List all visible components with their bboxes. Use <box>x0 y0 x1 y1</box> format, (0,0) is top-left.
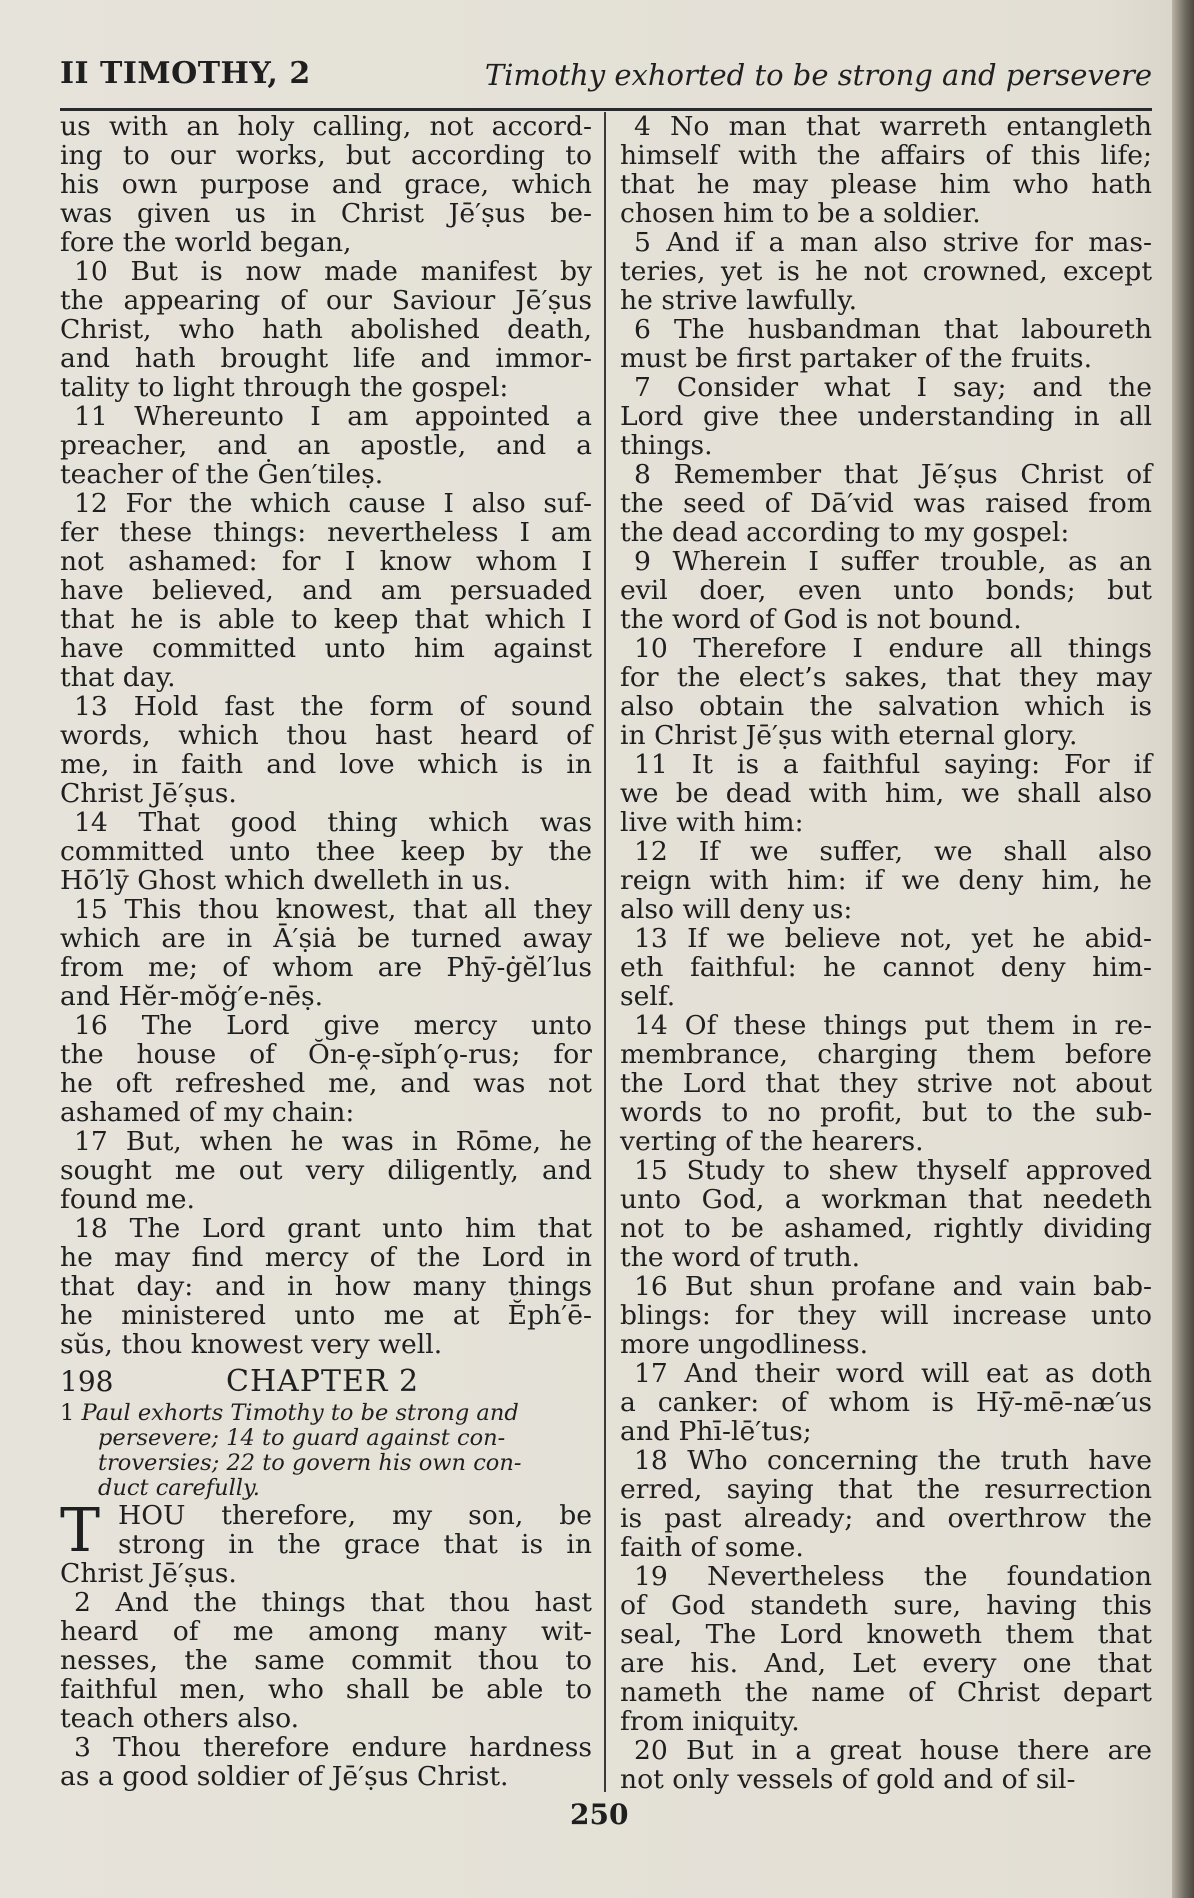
verse-line: us with an holy calling, not accord- <box>60 111 592 142</box>
verse-line: membrance, charging them before <box>620 1039 1152 1070</box>
verse-line: chosen him to be a soldier. <box>620 198 981 229</box>
verse-line: 4 No man that warreth entangleth <box>634 111 1152 142</box>
verse-line: was given us in Christ Jē′ṣus be- <box>60 198 592 229</box>
summary-line: 1 Paul exhorts Timothy to be strong and <box>60 1400 519 1426</box>
verse-line: found me. <box>60 1184 195 1215</box>
verse-line: 18 Who concerning the truth have <box>634 1445 1152 1476</box>
drop-cap: T <box>60 1496 101 1566</box>
verse-line: the appearing of our Saviour Jē′ṣus <box>60 285 592 316</box>
verse-line: 17 And their word will eat as doth <box>634 1358 1152 1389</box>
summary-line: troversies; 22 to govern his own con- <box>98 1450 522 1476</box>
verse-line: himself with the affairs of this life; <box>620 140 1152 171</box>
verse-line: erred, saying that the resurrection <box>620 1474 1152 1505</box>
page-topic-heading: Timothy exhorted to be strong and persevere <box>484 58 1152 92</box>
verse-line: as a good soldier of Jē′ṣus Christ. <box>60 1761 509 1792</box>
verse-line: 11 Whereunto I am appointed a <box>74 401 592 432</box>
verse-line: reign with him: if we deny him, he <box>620 865 1152 896</box>
book-chapter-title: II TIMOTHY, 2 <box>60 56 311 91</box>
left-column-verses-continued <box>60 1559 592 1791</box>
verse-line: Lord give thee understanding in all <box>620 401 1152 432</box>
verse-line: have committed unto him against <box>60 633 592 664</box>
verse-line: words, which thou hast heard of <box>60 720 592 751</box>
verse-line: heard of me among many wit- <box>60 1616 592 1647</box>
verse-line: 3 Thou therefore endure hardness <box>74 1732 592 1763</box>
verse-line: that he may please him who hath <box>620 169 1152 200</box>
verse-line: not to be ashamed, rightly dividing <box>620 1213 1152 1244</box>
verse-line: he ministered unto me at Ĕph′ē- <box>60 1300 592 1331</box>
verse-line: 19 Nevertheless the foundation <box>634 1561 1152 1592</box>
verse-line: sŭs, thou knowest very well. <box>60 1329 443 1360</box>
verse-line: is past already; and overthrow the <box>620 1503 1152 1534</box>
verse-line: faithful men, who shall be able to <box>60 1674 592 1705</box>
verse-line: ing to our works, but according to <box>60 140 592 171</box>
verse-line: 9 Wherein I suffer trouble, as an <box>634 546 1152 577</box>
verse-line: he strive lawfully. <box>620 285 858 316</box>
page-number: 250 <box>570 1798 629 1831</box>
chapter-summary <box>60 1401 592 1501</box>
verse-line: 10 Therefore I endure all things <box>634 633 1152 664</box>
verse-line: 12 If we suffer, we shall also <box>634 836 1152 867</box>
verse-line: live with him: <box>620 807 804 838</box>
verse-line: seal, The Lord knoweth them that <box>620 1619 1152 1650</box>
left-column <box>60 112 592 1791</box>
verse-line: 14 That good thing which was <box>74 807 592 838</box>
verse-line: Christ Jē′ṣus. <box>60 1558 237 1589</box>
verse-line: more ungodliness. <box>620 1329 869 1360</box>
verse-line: and Phī-lē′tus; <box>620 1416 812 1447</box>
verse-line: sought me out very diligently, and <box>60 1155 592 1186</box>
verse-line: 16 The Lord give mercy unto <box>74 1010 592 1041</box>
verse-line: the seed of Dā′vid was raised from <box>620 488 1152 519</box>
verse-line: the house of Ŏn-ḙ-sĭph′ǫ-rus; for <box>60 1039 592 1070</box>
verse-line: not ashamed: for I know whom I <box>60 546 592 577</box>
verse-line: we be dead with him, we shall also <box>620 778 1152 809</box>
verse-line: also obtain the salvation which is <box>620 691 1152 722</box>
page-edge-shadow <box>1172 0 1194 1898</box>
right-column-verses <box>620 112 1152 1794</box>
verse-line: 13 Hold fast the form of sound <box>74 691 592 722</box>
verse-line: 11 It is a faithful saying: For if <box>634 749 1152 780</box>
verse-line: 12 For the which cause I also suf- <box>74 488 592 519</box>
left-column-verses <box>60 112 592 1359</box>
verse-line: the word of God is not bound. <box>620 604 1022 635</box>
verse-line: 13 If we believe not, yet he abid- <box>634 923 1152 954</box>
verse-line: HOU therefore, my son, be <box>118 1500 592 1531</box>
verse-line: tality to light through the gospel: <box>60 372 509 403</box>
running-header <box>60 52 1152 111</box>
verse-line: teach others also. <box>60 1703 300 1734</box>
verse-line: that day. <box>60 662 176 693</box>
verse-line: 15 Study to shew thyself approved <box>634 1155 1152 1186</box>
verse-line: 18 The Lord grant unto him that <box>74 1213 592 1244</box>
chapter-number: 198 <box>60 1365 114 1398</box>
verse-line: teacher of the Ġen′tileṣ. <box>60 459 384 490</box>
verse-line: verting of the hearers. <box>620 1126 924 1157</box>
drop-cap-lines <box>60 1496 592 1566</box>
verse-line: ashamed of my chain: <box>60 1097 355 1128</box>
verse-line: words to no profit, but to the sub- <box>620 1097 1152 1128</box>
verse-line: a canker: of whom is Hȳ-mē-næ′us <box>620 1387 1152 1418</box>
summary-line: duct carefully. <box>98 1475 260 1501</box>
summary-line: persevere; 14 to guard against con- <box>98 1425 506 1451</box>
right-column <box>620 112 1152 1794</box>
verse-line: 5 And if a man also strive for mas- <box>634 227 1152 258</box>
verse-line: nameth the name of Christ depart <box>620 1677 1152 1708</box>
verse-line: strong in the grace that is in <box>118 1529 592 1560</box>
verse-line: that day: and in how many things <box>60 1271 592 1302</box>
verse-line: 8 Remember that Jē′ṣus Christ of <box>634 459 1152 490</box>
verse-line: committed unto thee keep by the <box>60 836 592 867</box>
verse-line: in Christ Jē′ṣus with eternal glory. <box>620 720 1078 751</box>
verse-line: 6 The husbandman that laboureth <box>634 314 1152 345</box>
verse-line: self. <box>620 981 676 1012</box>
verse-line: Christ Jē′ṣus. <box>60 778 237 809</box>
verse-line: from me; of whom are Phȳ-ġĕl′lus <box>60 952 592 983</box>
verse-line: are his. And, Let every one that <box>620 1648 1152 1679</box>
verse-line: nesses, the same commit thou to <box>60 1645 592 1676</box>
verse-line: the dead according to my gospel: <box>620 517 1070 548</box>
verse-line: 16 But shun profane and vain bab- <box>634 1271 1152 1302</box>
verse-line: he oft refreshed me, and was not <box>60 1068 592 1099</box>
verse-line: me, in faith and love which is in <box>60 749 592 780</box>
verse-line: fer these things: nevertheless I am <box>60 517 592 548</box>
verse-line: must be first partaker of the fruits. <box>620 343 1093 374</box>
verse-line: from iniquity. <box>620 1706 800 1737</box>
verse-line: that he is able to keep that which I <box>60 604 592 635</box>
verse-line: 14 Of these things put them in re- <box>634 1010 1152 1041</box>
chapter-heading-row <box>60 1365 592 1401</box>
verse-line: also will deny us: <box>620 894 853 925</box>
verse-line: 20 But in a great house there are <box>634 1735 1152 1766</box>
verse-line: of God standeth sure, having this <box>620 1590 1152 1621</box>
verse-line: unto God, a workman that needeth <box>620 1184 1152 1215</box>
verse-line: fore the world began, <box>60 227 352 258</box>
verse-line: have believed, and am persuaded <box>60 575 592 606</box>
verse-line: evil doer, even unto bonds; but <box>620 575 1152 606</box>
verse-line: Christ, who hath abolished death, <box>60 314 592 345</box>
verse-line: and hath brought life and immor- <box>60 343 592 374</box>
column-divider <box>604 112 606 1792</box>
verse-line: which are in Ā′ṣiȧ be turned away <box>60 923 592 954</box>
chapter-heading: CHAPTER 2 <box>226 1364 420 1399</box>
verse-line: 17 But, when he was in Rōme, he <box>74 1126 592 1157</box>
verse-line: blings: for they will increase unto <box>620 1300 1152 1331</box>
verse-line: teries, yet is he not crowned, except <box>620 256 1152 287</box>
verse-line: 2 And the things that thou hast <box>74 1587 592 1618</box>
verse-line: 7 Consider what I say; and the <box>634 372 1152 403</box>
verse-line: he may find mercy of the Lord in <box>60 1242 592 1273</box>
verse-line: preacher, and an apostle, and a <box>60 430 592 461</box>
verse-line: the word of truth. <box>620 1242 861 1273</box>
verse-line: for the elect’s sakes, that they may <box>620 662 1152 693</box>
verse-line: Hō′lȳ Ghost which dwelleth in us. <box>60 865 512 896</box>
verse-line: faith of some. <box>620 1532 804 1563</box>
chapter-opening <box>60 1496 592 1566</box>
verse-line: 10 But is now made manifest by <box>74 256 592 287</box>
verse-line: 15 This thou knowest, that all they <box>74 894 592 925</box>
verse-line: the Lord that they strive not about <box>620 1068 1152 1099</box>
verse-line: and Hĕr-mŏġ′e-nēṣ. <box>60 981 324 1012</box>
verse-line: not only vessels of gold and of sil- <box>620 1764 1076 1795</box>
verse-line: things. <box>620 430 713 461</box>
verse-line: his own purpose and grace, which <box>60 169 592 200</box>
verse-line: eth faithful: he cannot deny him- <box>620 952 1152 983</box>
